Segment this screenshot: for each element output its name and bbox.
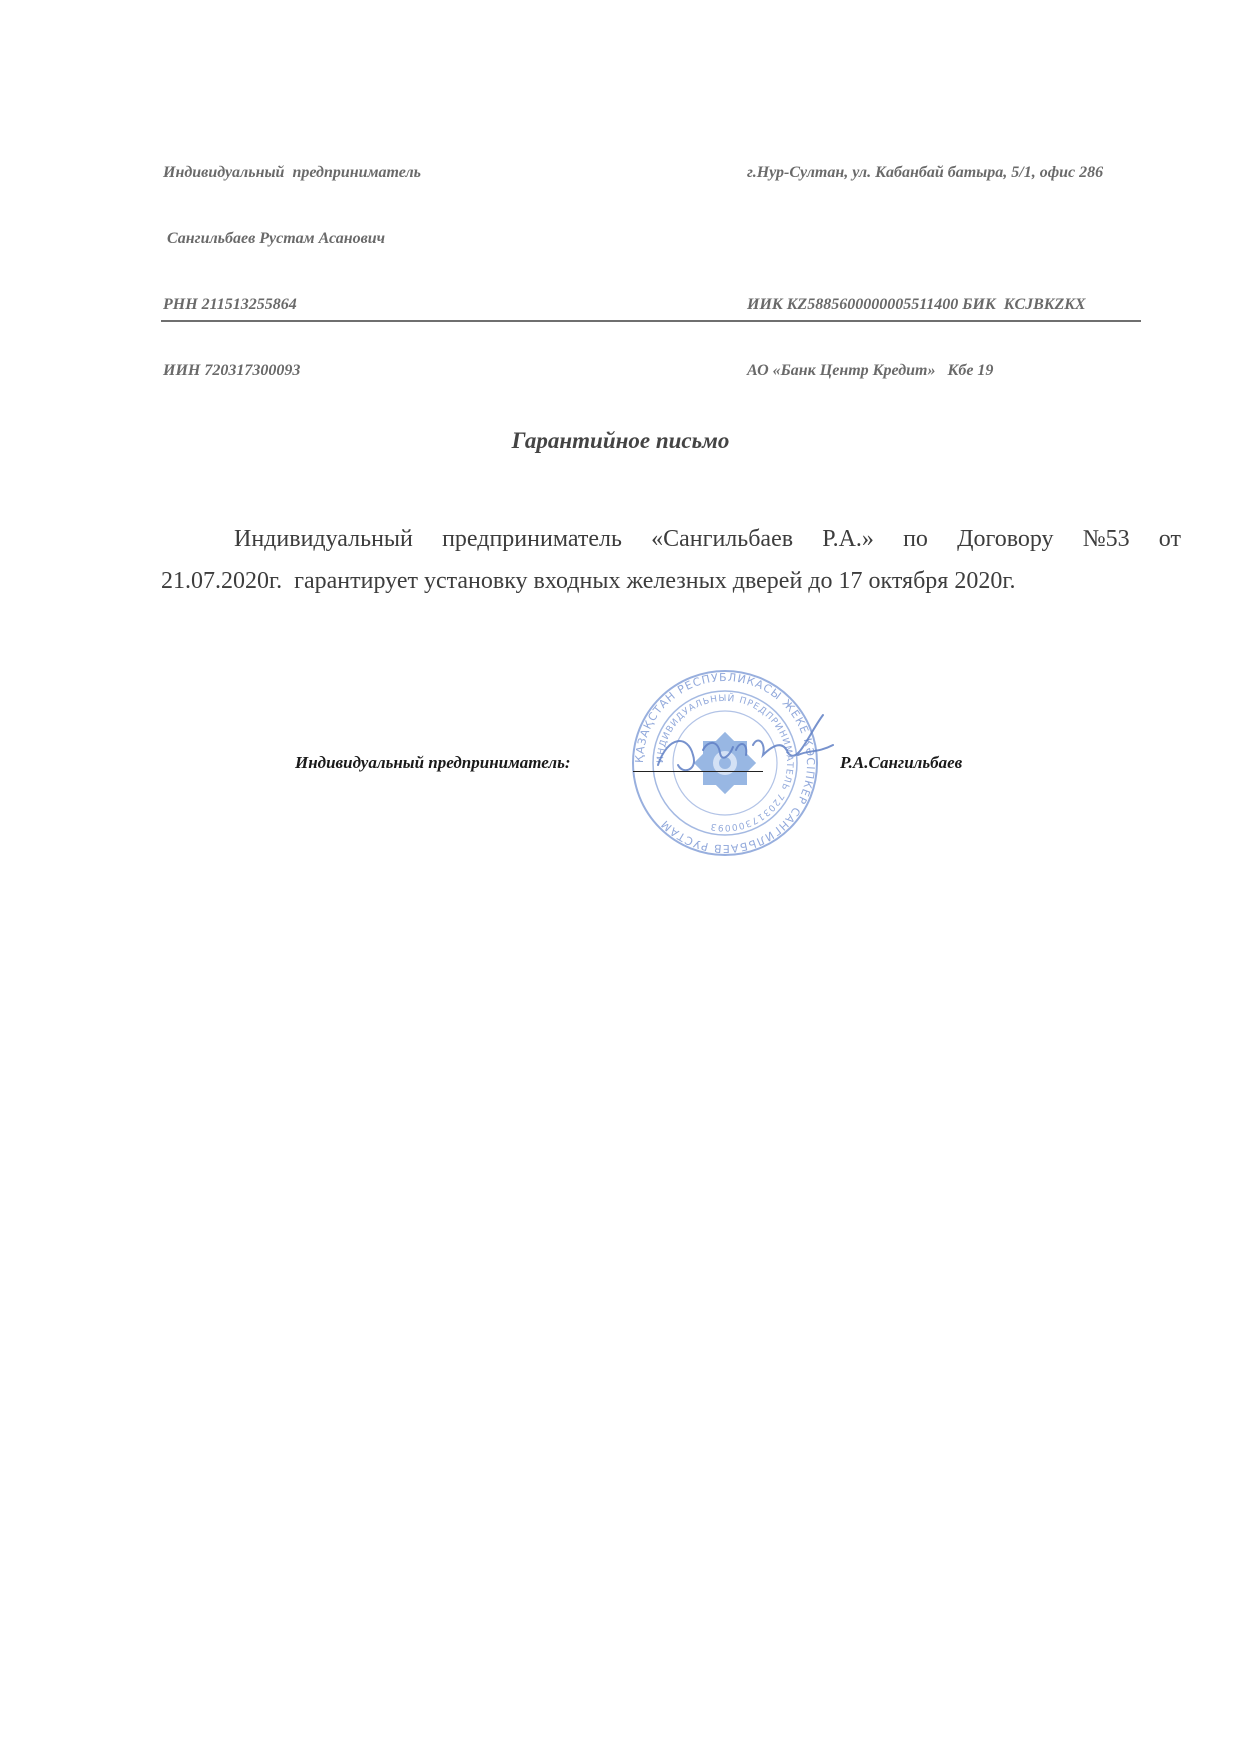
header-divider	[161, 320, 1141, 322]
body-word: от	[1158, 526, 1181, 552]
header-left-line: Сангильбаев Рустам Асанович	[163, 230, 386, 247]
body-word: «Сангильбаев	[651, 526, 794, 552]
letter-body	[161, 518, 1181, 602]
body-word: по	[903, 526, 928, 552]
header-left-line: Индивидуальный предприниматель	[163, 164, 421, 181]
signatory-name: Р.А.Сангильбаев	[840, 753, 963, 772]
body-line-2: 21.07.2020г. гарантирует установку входных железных дверей до 17 октября 2020г.	[161, 568, 1016, 594]
header-right-line: АО «Банк Центр Кредит» Кбе 19	[747, 362, 994, 379]
signature-line	[633, 771, 763, 772]
letter-title: Гарантийное письмо	[511, 428, 730, 453]
header-right-block	[747, 118, 1103, 426]
svg-text:ҚАЗАҚСТАН РЕСПУБЛИКАСЫ ЖЕКЕ КӘ: ҚАЗАҚСТАН РЕСПУБЛИКАСЫ ЖЕКЕ КӘСІПКЕР САНГИЛЬБАЕВ РУСТАМ	[632, 670, 818, 856]
header-left-line: ИИН 720317300093	[163, 362, 301, 379]
body-word: предприниматель	[442, 526, 622, 552]
header-left-block	[163, 118, 421, 426]
header-left-line: РНН 211513255864	[163, 296, 297, 313]
svg-text:ИНДИВИДУАЛЬНЫЙ ПРЕДПРИНИМАТЕЛЬ: ИНДИВИДУАЛЬНЫЙ ПРЕДПРИНИМАТЕЛЬ 720317300093	[655, 693, 795, 833]
header-right-line: г.Нур-Султан, ул. Кабанбай батыра, 5/1, офис 286	[747, 164, 1104, 181]
body-word: Индивидуальный	[234, 526, 413, 552]
handwritten-signature	[648, 695, 848, 795]
header-right-line	[747, 228, 1103, 250]
body-word: №53	[1082, 526, 1130, 552]
header-right-line: ИИК KZ5885600000005511400 БИК KCJBKZKX	[747, 296, 1086, 313]
signature-label: Индивидуальный предприниматель:	[295, 753, 571, 772]
body-line-1	[161, 518, 1181, 560]
body-word: Р.А.»	[822, 526, 874, 552]
body-word: Договору	[957, 526, 1054, 552]
